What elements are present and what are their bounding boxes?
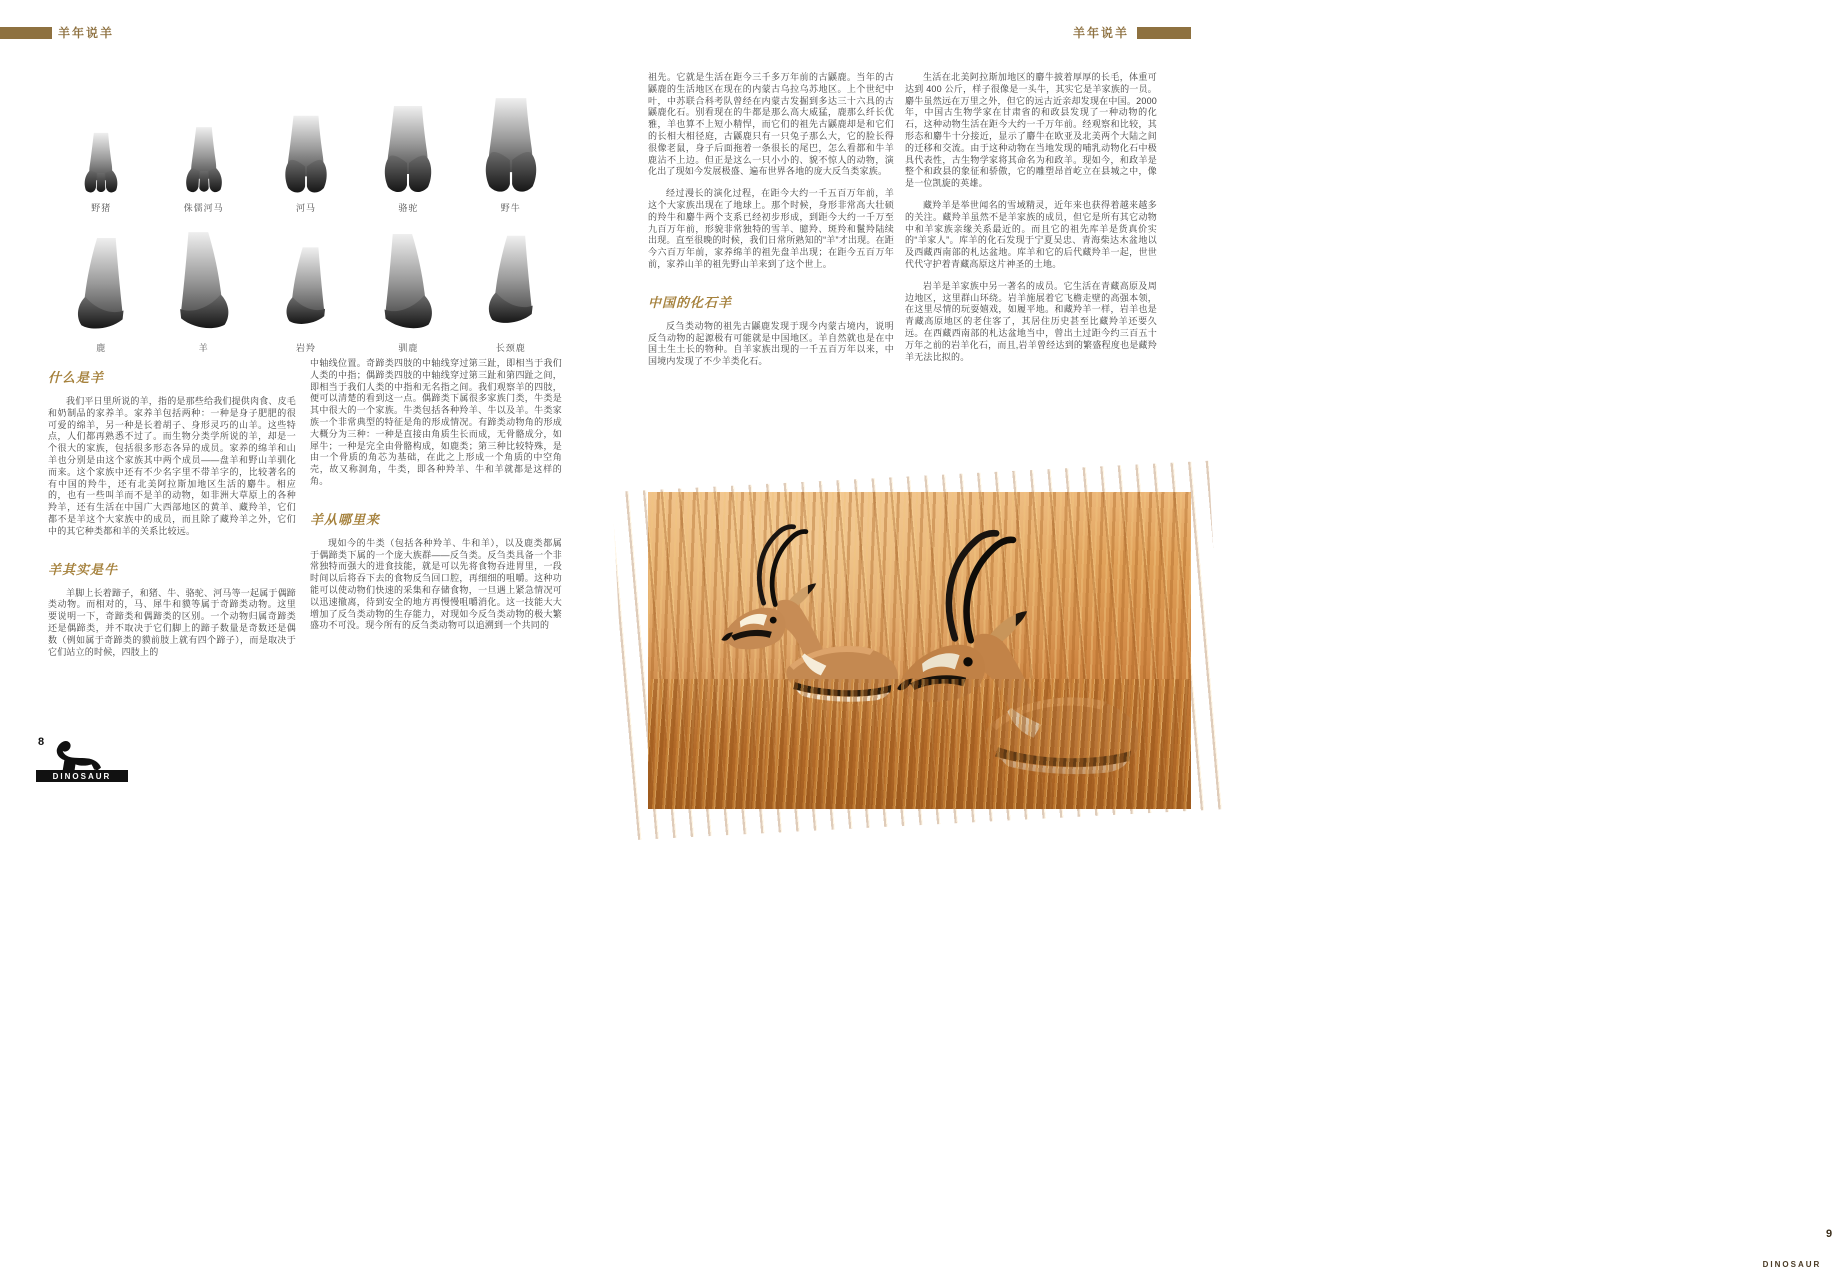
pygmy-hippo-hoof-icon [171, 124, 237, 196]
body-paragraph: 现如今的牛类（包括各种羚羊、牛和羊），以及鹿类都属于偶蹄类下属的一个庞大族群——反刍类。反刍类具备一个非常独特而强大的进食技能，就是可以先将食物吞进胃里，一段时间以后将吞下去的食物反刍回口腔，再细细的咀嚼。这种功能可以使动物们快速的采集和存储食物，一旦遇上紧急情况可以迅速撤离，待到安全的地方再慢慢咀嚼消化。这一技能大大增加了反刍类动物的生存能力，对现如今反刍类动物的极大繁盛功不可没。现今所有的反刍类动物可以追溯到一个共同的 [310, 537, 562, 631]
hoof-figure [357, 214, 459, 354]
hoof-label: 驯鹿 [398, 343, 419, 353]
body-paragraph: 经过漫长的演化过程，在距今大约一千五百万年前，羊这个大家族出现在了地球上。那个时候，身形非常高大壮硕的羚牛和麝牛两个支系已经初步形成，到距今大约一千万至九百万年前，形貌非常独特的雪羊、臆羚、斑羚和鬣羚陆续出现。直至很晚的时候，我们日常所熟知的“羊”才出现。在距今六百万年前，家养绵羊的祖先盘羊出现；在距今五百万年前，家养山羊的祖先野山羊来到了这个世上。 [648, 188, 894, 269]
header-rule-left [0, 27, 52, 39]
page-number: 9 [1826, 1228, 1833, 1240]
hoof-comparison-diagram [50, 62, 562, 354]
dinosaur-wordmark: DINOSAUR [1750, 1258, 1834, 1270]
dinosaur-icon [50, 738, 106, 772]
foreground-grass [648, 679, 1191, 809]
dinosaur-wordmark: DINOSAUR [36, 770, 128, 782]
hoof-label: 岩羚 [295, 343, 316, 353]
hoof-label: 鹿 [96, 343, 107, 353]
body-paragraph-continuation: 中轴线位置。奇蹄类四肢的中轴线穿过第三趾，即相当于我们人类的中指；偶蹄类四肢的中轴线穿过第三趾和第四趾之间，即相当于我们人类的中指和无名指之间。我们观察羊的四肢，便可以清楚的看到这一点。偶蹄类下属很多家族门类，牛类是其中很大的一个家族。牛类包括各种羚羊、牛以及羊。牛类家族一个非常典型的特征是角的形成情况。有蹄类动物角的形成大概分为三种：一种是直接由角质生长而成，无骨骼成分，如犀牛；一种是完全由骨骼构成，如鹿类；第三种比较特殊，是由一个骨质的角芯为基础，在此之上形成一个角质的中空角壳，故又称洞角，牛类，即各种羚羊、牛和羊就都是这样的角。 [310, 358, 562, 486]
right-page-column-1 [648, 72, 894, 378]
hoof-figure [460, 214, 562, 354]
running-head-left: 羊年说羊 [58, 26, 115, 40]
deer-hoof-icon [66, 236, 136, 336]
left-page-column-1 [48, 370, 296, 668]
section-heading-what-is-sheep: 什么是羊 [48, 370, 105, 385]
body-paragraph-continuation: 祖先。它就是生活在距今三千多万年前的古鼷鹿。当年的古鼷鹿的生活地区在现在的内蒙古乌拉乌苏地区。上个世纪中叶，中苏联合科考队曾经在内蒙古发掘到多达三十六具的古鼷鹿化石。别看现在的牛都是那么高大威猛，鹿那么纤长优雅，羊也算不上短小精悍，而它们的祖先古鼷鹿却是和它们的长相大相径庭，古鼷鹿只有一只兔子那么大，它的脸长得很像老鼠，身子后面拖着一条很长的尾巴，怎么看都和牛羊鹿沾不上边。但正是这么一只小小的、貌不惊人的动物，演化出了现如今发展极盛、遍布世界各地的庞大反刍类家族。 [648, 72, 894, 177]
right-page-column-2 [905, 72, 1157, 373]
hoof-figure [50, 214, 152, 354]
header-rule-right [1137, 27, 1191, 39]
hoof-figure [152, 62, 254, 214]
hoof-figure [460, 62, 562, 214]
boar-hoof-icon [70, 130, 132, 196]
section-heading-where-sheep-come-from: 羊从哪里来 [310, 511, 381, 527]
hoof-label: 侏儒河马 [183, 203, 224, 213]
body-paragraph: 反刍类动物的祖先古鼷鹿发现于现今内蒙古境内，说明反刍动物的起源极有可能就是中国地区。羊自然就也是在中国土生土长的物种。自羊家族出现的一千五百万年以来，中国境内发现了不少羊类化石。 [648, 320, 894, 367]
giraffe-hoof-icon [478, 228, 544, 336]
body-paragraph: 我们平日里所说的羊，指的是那些给我们提供肉食、皮毛和奶制品的家养羊。家养羊包括两种：一种是身子肥肥的很可爱的绵羊，另一种是长着胡子、身形灵巧的山羊。这些特点，人们都再熟悉不过了。而生物分类学所说的羊，却是一个很大的家族，包括很多形态各异的成员。家养的绵羊和山羊也分别是由这个家族其中两个成员——盘羊和野山羊驯化而来。这个家族中还有不少名字里不带羊字的，比较著名的有中国的羚牛，还有北美阿拉斯加地区生活的麝牛。相应的，也有一些叫羊而不是羊的动物，如非洲大草原上的各种羚羊，还有生活在中国广大西部地区的黄羊、藏羚羊，它们都不是羊这个大家族中的成员，而且除了藏羚羊之外，它们中的其它种类都和羊的关系比较远。 [48, 396, 297, 536]
hoof-label: 长颈鹿 [495, 343, 526, 353]
hoof-label: 骆驼 [398, 203, 419, 213]
reindeer-hoof-icon [370, 232, 446, 336]
hippo-hoof-icon [270, 114, 342, 196]
section-heading-china-fossil-sheep: 中国的化石羊 [648, 294, 733, 310]
chamois-hoof-icon [277, 240, 335, 336]
publisher-logo-right [1744, 1228, 1840, 1278]
dinosaur-icon [1762, 1228, 1818, 1262]
hoof-label: 野猪 [91, 203, 112, 213]
gazelle-photo [648, 492, 1833, 1269]
body-paragraph: 羊脚上长着蹄子，和猪、牛、骆驼、河马等一起属于偶蹄类动物。而相对的，马、犀牛和貘等属于奇蹄类动物。这里要说明一下，奇蹄类和偶蹄类的区别。一个动物归属奇蹄类还是偶蹄类，并不取决于它们脚上的蹄子数量是奇数还是偶数（例如属于奇蹄类的貘前肢上就有四个蹄子），而是取决于它们站立的时候，四肢上的 [48, 587, 297, 657]
body-paragraph: 藏羚羊是举世闻名的雪域精灵，近年来也获得着越来越多的关注。藏羚羊虽然不是羊家族的成员，但它是所有其它动物中和羊家族亲缘关系最近的。而且它的祖先库羊是货真价实的“羊家人”。库羊的化石发现于宁夏吴忠、青海柴达木盆地以及西藏西南部的札达盆地。库羊和它的后代藏羚羊一起，世世代代守护着青藏高原这片神圣的土地。 [905, 199, 1157, 269]
sheep-hoof-icon [166, 230, 242, 336]
hoof-label: 河马 [295, 203, 316, 213]
hoof-figure [357, 62, 459, 214]
hoof-label: 野牛 [500, 203, 521, 213]
hoof-label: 羊 [198, 343, 209, 353]
hoof-figure [255, 62, 357, 214]
bison-hoof-icon [471, 96, 551, 196]
hoof-figure [152, 214, 254, 354]
left-page-column-2 [310, 358, 562, 642]
hoof-figure [255, 214, 357, 354]
body-paragraph: 岩羊是羊家族中另一著名的成员。它生活在青藏高原及周边地区，这里群山环绕。岩羊施展着它飞檐走壁的高强本领，在这里尽情的玩耍嬉戏，如履平地。和藏羚羊一样，岩羊也是青藏高原地区的老住客了，其居住历史甚至比藏羚羊还要久远。在西藏西南部的札达盆地当中，曾出土过距今约三百五十万年之前的岩羊化石，而且,岩羊曾经达到的繁盛程度也是藏羚羊无法比拟的。 [905, 280, 1157, 362]
page-number: 8 [38, 736, 45, 748]
body-paragraph: 生活在北美阿拉斯加地区的麝牛披着厚厚的长毛，体重可达到 400 公斤，样子很像是一头牛，其实它是羊家族的一员。麝牛虽然远在万里之外，但它的远古近亲却发现在中国。2000 年，中国古生物学家在甘肃省的和政县发现了一种动物的化石，这种动物生活在距今大约一千万年前。经观察和比较，其形态和麝牛十分接近，显示了麝牛在欧亚及北美两个大陆之间的迁移和交流。由于这种动物在当地发现的哺乳动物化石中极具代表性，古生物学家将其命名为和政羊。现如今，和政羊是整个和政县的象征和骄傲，它的雕塑昂首屹立在县城之中，像是一位凯旋的英雄。 [905, 72, 1157, 189]
running-head-right: 羊年说羊 [1072, 26, 1129, 40]
publisher-logo-left [36, 738, 132, 784]
section-heading-sheep-are-cattle: 羊其实是牛 [48, 561, 119, 577]
hoof-figure [50, 62, 152, 214]
camel-hoof-icon [371, 104, 445, 196]
